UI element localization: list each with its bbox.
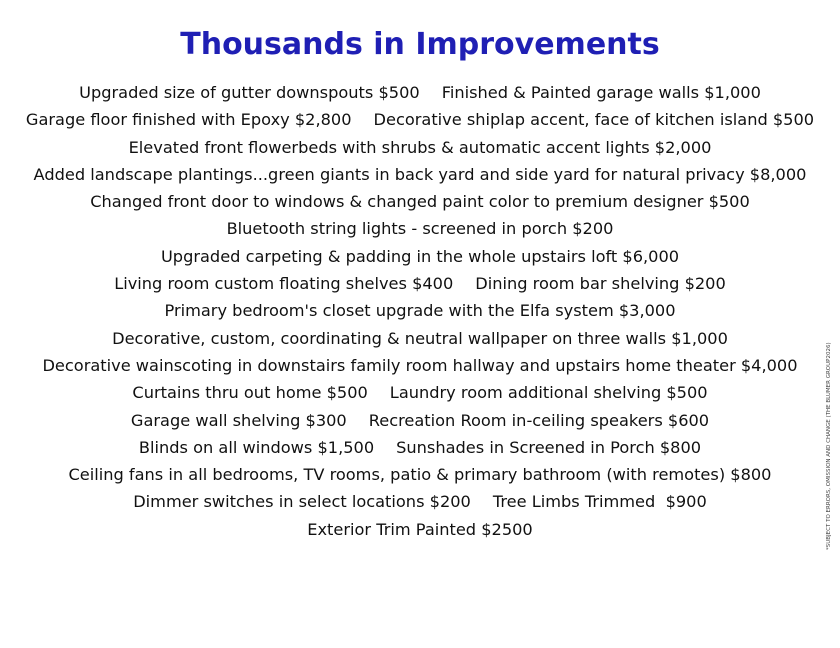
improvement-line	[0, 325, 840, 352]
improvement-line	[0, 106, 840, 133]
improvement-item: Decorative wainscoting in downstairs family room hallway and upstairs home theater $4,000	[42, 355, 798, 375]
improvement-item: Recreation Room in-ceiling speakers $600	[368, 410, 710, 430]
improvement-line	[0, 188, 840, 215]
improvement-item: Laundry room additional shelving $500	[389, 383, 708, 403]
improvement-line	[0, 270, 840, 297]
improvement-item: Dimmer switches in select locations $200	[133, 492, 471, 512]
improvement-item: Added landscape plantings...green giants in back yard and side yard for natural privacy $8,000	[33, 164, 807, 184]
improvement-item: Upgraded carpeting & padding in the whole upstairs loft $6,000	[160, 246, 680, 266]
improvement-item: Upgraded size of gutter downspouts $500	[79, 83, 420, 102]
improvement-item: Decorative shiplap accent, face of kitchen island $500	[373, 110, 815, 130]
improvements-list	[0, 79, 840, 543]
improvement-line	[0, 379, 840, 406]
improvement-line	[0, 79, 840, 106]
improvement-item: Ceiling fans in all bedrooms, TV rooms, patio & primary bathroom (with remotes) $800	[68, 465, 772, 485]
improvement-line	[0, 434, 840, 461]
improvement-item: Primary bedroom's closet upgrade with the Elfa system $3,000	[164, 301, 676, 321]
improvement-line	[0, 407, 840, 434]
improvement-item: Tree Limbs Trimmed $900	[492, 492, 707, 512]
improvement-item: Decorative, custom, coordinating & neutral wallpaper on three walls $1,000	[112, 328, 728, 348]
improvement-line	[0, 215, 840, 242]
improvement-line	[0, 461, 840, 488]
improvement-item: Blinds on all windows $1,500	[138, 437, 375, 457]
improvement-item: Bluetooth string lights - screened in porch $200	[226, 219, 614, 239]
improvement-item: Elevated front flowerbeds with shrubs & automatic accent lights $2,000	[128, 137, 712, 157]
improvement-item: Dining room bar shelving $200	[475, 274, 726, 294]
improvement-line	[0, 297, 840, 324]
improvement-line	[0, 161, 840, 188]
improvement-item: Sunshades in Screened in Porch $800	[396, 437, 702, 457]
improvement-item: Garage floor finished with Epoxy $2,800	[25, 110, 352, 130]
improvement-line	[0, 134, 840, 161]
improvement-line	[0, 488, 840, 515]
page-title: Thousands in Improvements	[180, 27, 660, 62]
improvement-item: Finished & Painted garage walls $1,000	[441, 83, 761, 102]
improvement-item: Exterior Trim Painted $2500	[307, 519, 533, 539]
improvement-line	[0, 352, 840, 379]
improvement-item: Garage wall shelving $300	[130, 410, 347, 430]
improvement-line	[0, 243, 840, 270]
improvement-item: Living room custom floating shelves $400	[114, 274, 454, 294]
improvement-item: Changed front door to windows & changed paint color to premium designer $500	[90, 192, 750, 212]
improvement-line	[0, 516, 840, 543]
improvement-item: Curtains thru out home $500	[132, 383, 368, 403]
disclaimer-note: *SUBJECT TO ERRORS, OMISSION AND CHANGE (THE BLUMER GROUP2026)	[826, 342, 832, 550]
